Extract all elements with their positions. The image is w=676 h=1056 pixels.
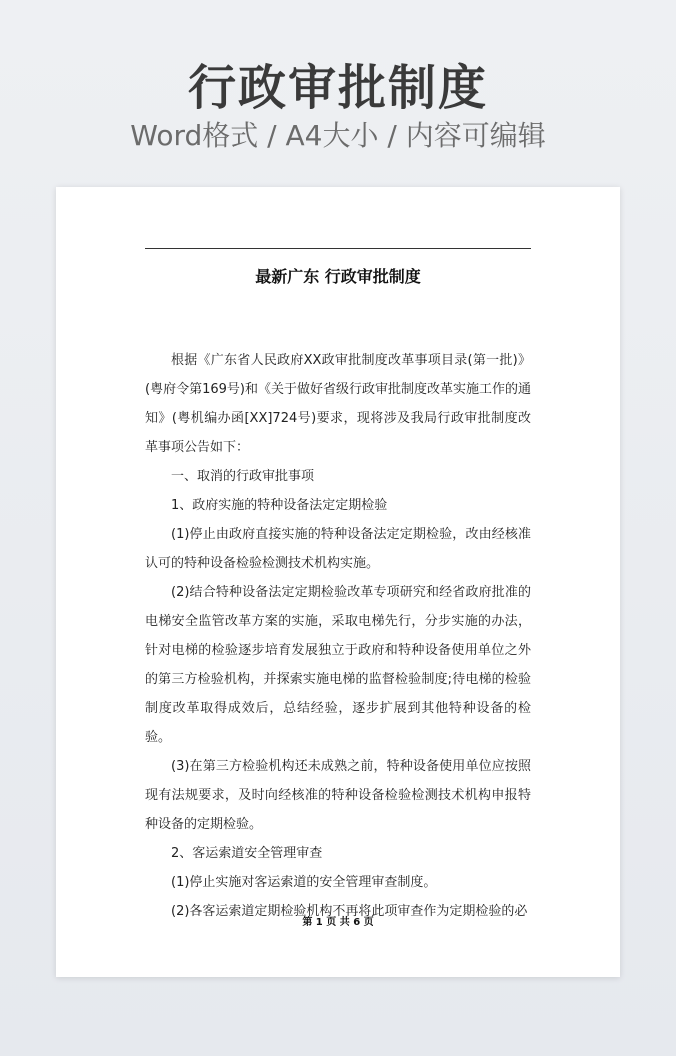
paragraph-item-2-1: (1)停止实施对客运索道的安全管理审查制度。 xyxy=(171,875,437,890)
paragraph-item-2-2: (2)各客运索道定期检验机构不再将此项审查作为定期检验的必 xyxy=(171,904,528,919)
paragraph-item-1-1: (1)停止由政府直接实施的特种设备法定定期检验，改由经核准认可的特种设备检验检测技术机构实施。 xyxy=(145,527,531,571)
document-title: 最新广东 行政审批制度 xyxy=(255,267,421,286)
paragraph-item-heading-1: 1、政府实施的特种设备法定定期检验 xyxy=(171,498,388,513)
paragraph-item-1-3: (3)在第三方检验机构还未成熟之前，特种设备使用单位应按照现有法规要求，及时向经核准的特种设备检验检测技术机构申报特种设备的定期检验。 xyxy=(145,759,531,832)
paragraph-item-1-2: (2)结合特种设备法定定期检验改革专项研究和经省政府批准的电梯安全监管改革方案的实施，采取电梯先行，分步实施的办法，针对电梯的检验逐步培育发展独立于政府和特种设备使用单位之外的第三方检验机构，并探索实施电梯的监督检验制度;待电梯的检验制度改革取得成效后，总结经验，逐步扩展到其他特种设备的检验。 xyxy=(145,585,531,745)
paragraph-intro: 根据《广东省人民政府XX政审批制度改革事项目录(第一批)》(粤府令第169号)和《关于做好省级行政审批制度改革实施工作的通知》(粤机编办函[XX]724号)要求，现将涉及我局行政审批制度改革事项公告如下： xyxy=(145,353,531,455)
document-page xyxy=(56,187,620,977)
paragraph-item-heading-2: 2、客运索道安全管理审查 xyxy=(171,846,323,861)
page-number-footer: 第 1 页 共 6 页 xyxy=(302,917,374,928)
document-body xyxy=(145,346,531,926)
header-rule xyxy=(145,248,531,249)
hero-subtitle: Word格式 / A4大小 / 内容可编辑 xyxy=(130,119,546,152)
hero-title: 行政审批制度 xyxy=(187,60,488,116)
paragraph-section-heading: 一、取消的行政审批事项 xyxy=(171,469,315,484)
